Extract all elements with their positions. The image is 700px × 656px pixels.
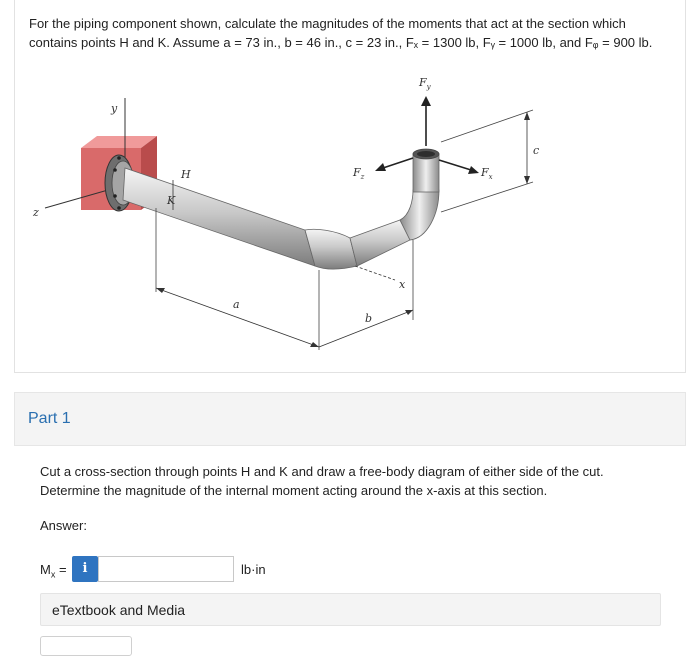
force-fx-label: $F_x$: [481, 166, 493, 181]
z-axis-label: z: [33, 206, 39, 219]
mx-answer-input[interactable]: [98, 556, 234, 582]
question-line-1: Cut a cross-section through points H and K and draw a free-body diagram of either side of the cut.: [40, 464, 604, 479]
force-fz-label: $F_z$: [353, 166, 365, 181]
force-fy-label: $F_y$: [419, 76, 431, 91]
y-axis-label: y: [111, 102, 118, 115]
info-icon[interactable]: i: [72, 556, 98, 582]
part-title: Part 1: [28, 410, 71, 427]
x-axis-label: x: [399, 278, 406, 291]
problem-line-2: contains points H and K. Assume a = 73 in., b = 46 in., c = 23 in., Fₓ = 1300 lb, Fᵧ = 1000 lb, and Fᵩ = 900 lb.: [29, 35, 653, 50]
problem-statement: [29, 14, 679, 52]
point-k-label: K: [167, 194, 176, 207]
etextbook-media-button[interactable]: [40, 593, 661, 626]
problem-card: [14, 0, 686, 373]
etextbook-label: eTextbook and Media: [52, 602, 186, 618]
pipe-segment-a: [123, 168, 315, 266]
dimension-b-label: b: [365, 312, 373, 325]
force-fx-arrow: [439, 160, 471, 170]
force-fz-arrow: [383, 158, 413, 168]
part-header: [14, 392, 686, 446]
question-text: [40, 462, 660, 500]
mx-variable-label: $M_x$ =: [40, 562, 67, 580]
answer-label: Answer:: [40, 518, 87, 533]
dimension-a-line: [156, 288, 319, 347]
x-axis: [355, 266, 395, 280]
dimension-c-label: c: [533, 144, 540, 157]
units-label: lb·in: [241, 562, 266, 577]
bottom-button[interactable]: [40, 636, 132, 656]
pipe-segment-b: [350, 220, 410, 266]
point-h-label: H: [181, 168, 191, 181]
pipe-elbow-2: [400, 190, 439, 240]
question-line-2: Determine the magnitude of the internal moment acting around the x-axis at this section.: [40, 483, 548, 498]
pipe-vertical-stub: [413, 154, 439, 192]
piping-figure: [15, 60, 687, 360]
problem-line-1: For the piping component shown, calculate the magnitudes of the moments that act at the section which: [29, 16, 626, 31]
dimension-a-label: a: [233, 298, 240, 311]
